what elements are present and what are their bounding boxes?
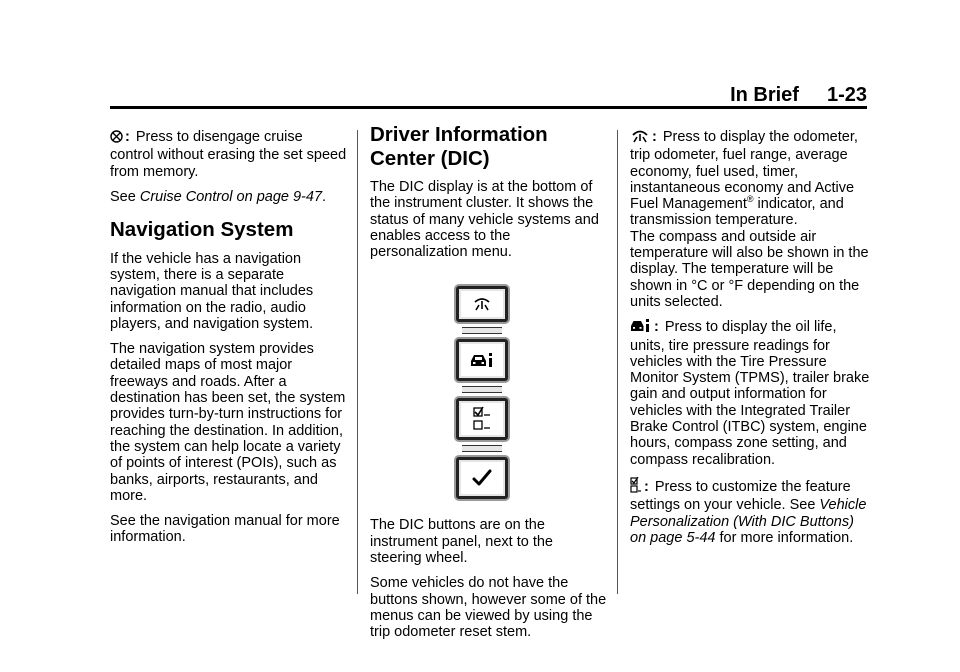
colon: : <box>644 478 649 495</box>
vehicle-info-paragraph <box>630 319 870 468</box>
nav-paragraph-3: See the navigation manual for more information. <box>110 513 340 546</box>
colon: : <box>652 129 657 145</box>
vehicle-info-text: Press to display the oil life, units, tire pressure readings for vehicles with the Tire Pressure Monitor System (TPMS), trailer brake gain and output information for vehicles with the Integrated Trailer Brake Control (ITBC) system, engine hours, compass zone setting, and compass recalibration. <box>630 319 870 468</box>
column-3 <box>630 129 870 555</box>
column-1 <box>110 129 348 555</box>
column-divider <box>617 130 618 594</box>
trip-fuel-paragraph <box>630 129 870 229</box>
cruise-cancel-icon <box>110 130 123 147</box>
select-check-icon <box>471 469 493 487</box>
header-rule <box>110 106 867 109</box>
colon: : <box>125 129 130 145</box>
vehicle-info-icon <box>469 351 495 369</box>
customization-button <box>456 398 508 440</box>
cancel-paragraph <box>110 129 348 180</box>
customization-icon <box>471 406 493 432</box>
dic-paragraph-1: The DIC display is at the bottom of the instrument cluster. It shows the status of many vehicle systems and enables access to the personalization menu. <box>370 179 599 261</box>
dic-paragraph-3: Some vehicles do not have the buttons shown, however some of the menus can be viewed by using the trip odometer reset stem. <box>370 575 607 641</box>
trip-fuel-text-2: indicator, and transmission temperature. <box>630 196 844 229</box>
nav-heading: Navigation System <box>110 218 294 242</box>
page-header <box>730 84 867 107</box>
nav-paragraph-1: If the vehicle has a navigation system, there is a separate navigation manual that includes information on the radio, audio players, and navigation system. <box>110 250 314 332</box>
select-button <box>456 457 508 499</box>
registered-mark: ® <box>746 194 754 205</box>
cancel-text: Press to disengage cruise control without erasing the set speed from memory. <box>110 129 347 180</box>
nav-paragraph-2: The navigation system provides detailed maps of most major freeways and roads. After a destination has been set, the system provides turn-by-turn instructions for reaching the destination. In addition, the system can help locate a variety of points of interest (POIs), such as banks, airports, restaurants, and more. <box>110 341 346 504</box>
column-2 <box>370 123 608 650</box>
column-divider <box>357 130 358 594</box>
dic-heading <box>370 123 608 170</box>
trip-fuel-icon <box>630 129 650 147</box>
customization-text: Press to customize the feature settings on your vehicle. See <box>630 478 851 514</box>
customization-icon <box>630 477 642 497</box>
section-title: In Brief <box>730 84 799 106</box>
button-separator <box>462 445 502 452</box>
button-separator <box>462 386 502 393</box>
dic-heading-line2: Center (DIC) <box>370 146 490 170</box>
see-suffix: . <box>322 188 327 205</box>
dic-buttons-illustration <box>456 286 516 499</box>
compass-paragraph: The compass and outside air temperature will also be shown in the display. The temperature will be shown in °C or °F depending on the units selected. <box>630 228 869 310</box>
trip-fuel-icon <box>471 296 493 312</box>
see-prefix: See <box>110 188 136 205</box>
vehicle-info-icon <box>630 319 652 337</box>
page-number: 1-23 <box>826 84 867 106</box>
button-separator <box>462 327 502 334</box>
customization-suffix: for more information. <box>715 529 854 546</box>
customization-paragraph <box>630 477 870 546</box>
dic-heading-line1: Driver Information <box>370 123 548 146</box>
colon: : <box>654 319 659 336</box>
dic-paragraph-2: The DIC buttons are on the instrument panel, next to the steering wheel. <box>370 517 553 567</box>
see-reference <box>110 189 348 205</box>
trip-fuel-button <box>456 286 508 322</box>
vehicle-personalization-link[interactable]: Vehicle Personalization (With DIC Buttons) on page 5-44 <box>630 497 867 546</box>
vehicle-info-button <box>456 339 508 381</box>
trip-fuel-text: Press to display the odometer, trip odometer, fuel range, average economy, fuel used, timer, instantaneous economy and Active Fuel Management <box>630 129 858 213</box>
cruise-control-link[interactable]: Cruise Control on page 9-47 <box>139 188 323 205</box>
